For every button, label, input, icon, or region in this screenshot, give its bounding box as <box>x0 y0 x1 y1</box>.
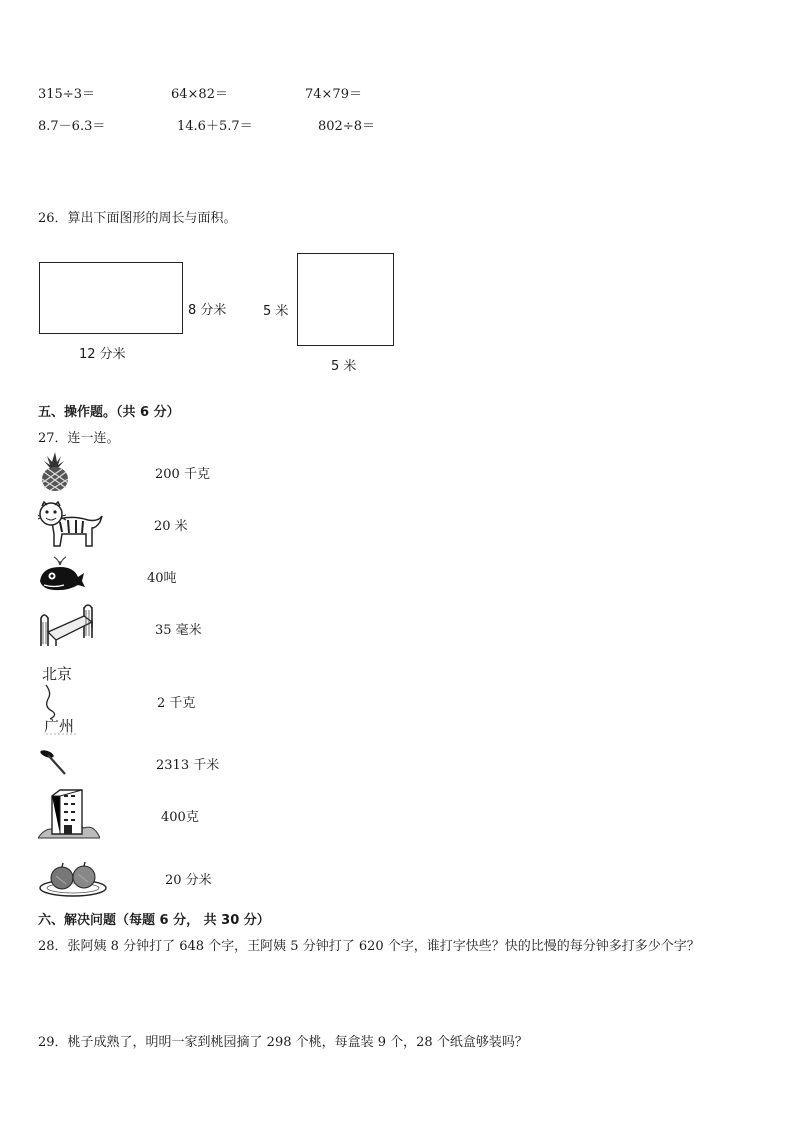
q27-question: 27．连一连。 <box>38 431 120 446</box>
q27-value-8: 20 分米 <box>165 873 212 888</box>
apples-plate-icon <box>38 858 108 898</box>
calc-1-1: 315÷3＝ <box>38 87 95 102</box>
square-side-label: 5 米 <box>263 304 289 319</box>
q27-value-6: 2313 千米 <box>156 758 220 773</box>
q27-value-5: 2 千克 <box>157 696 196 711</box>
whale-icon <box>38 555 86 593</box>
map-label-beijing: 北京 <box>42 665 73 683</box>
rect-bottom-label: 12 分米 <box>79 347 126 362</box>
q26-question: 26．算出下面图形的周长与面积。 <box>38 211 237 226</box>
bed-icon <box>38 602 94 648</box>
map-label-guangzhou: 广州 <box>44 717 75 735</box>
q27-value-3: 40吨 <box>147 571 177 586</box>
q27-value-2: 20 米 <box>154 519 188 534</box>
calc-2-1: 8.7－6.3＝ <box>38 119 106 134</box>
calc-1-2: 64×82＝ <box>171 87 228 102</box>
tiger-icon <box>38 500 104 550</box>
rect-side-label: 8 分米 <box>188 303 227 318</box>
pineapple-icon <box>38 452 72 492</box>
q27-value-1: 200 千克 <box>155 467 210 482</box>
calc-2-2: 14.6＋5.7＝ <box>177 119 253 134</box>
section6-title: 六、解决问题（每题 6 分， 共 30 分） <box>38 913 270 928</box>
q27-value-7: 400克 <box>161 810 199 825</box>
building-icon <box>38 786 100 840</box>
section5-title: 五、操作题。（共 6 分） <box>38 405 180 420</box>
q29-text: 29．桃子成熟了，明明一家到桃园摘了 298 个桃，每盒装 9 个，28 个纸盒够装吗？ <box>38 1035 528 1050</box>
rectangle-figure <box>39 262 183 334</box>
route-map-icon <box>40 663 86 736</box>
calc-2-3: 802÷8＝ <box>318 119 375 134</box>
q28-text: 28．张阿姨 8 分钟打了 648 个字，王阿姨 5 分钟打了 620 个字，谁打字快些？快的比慢的每分钟多打多少个字？ <box>38 939 700 954</box>
calc-1-3: 74×79＝ <box>305 87 362 102</box>
square-figure <box>297 253 394 346</box>
q27-value-4: 35 毫米 <box>155 623 202 638</box>
square-bottom-label: 5 米 <box>331 359 357 374</box>
nail-icon <box>40 748 68 776</box>
